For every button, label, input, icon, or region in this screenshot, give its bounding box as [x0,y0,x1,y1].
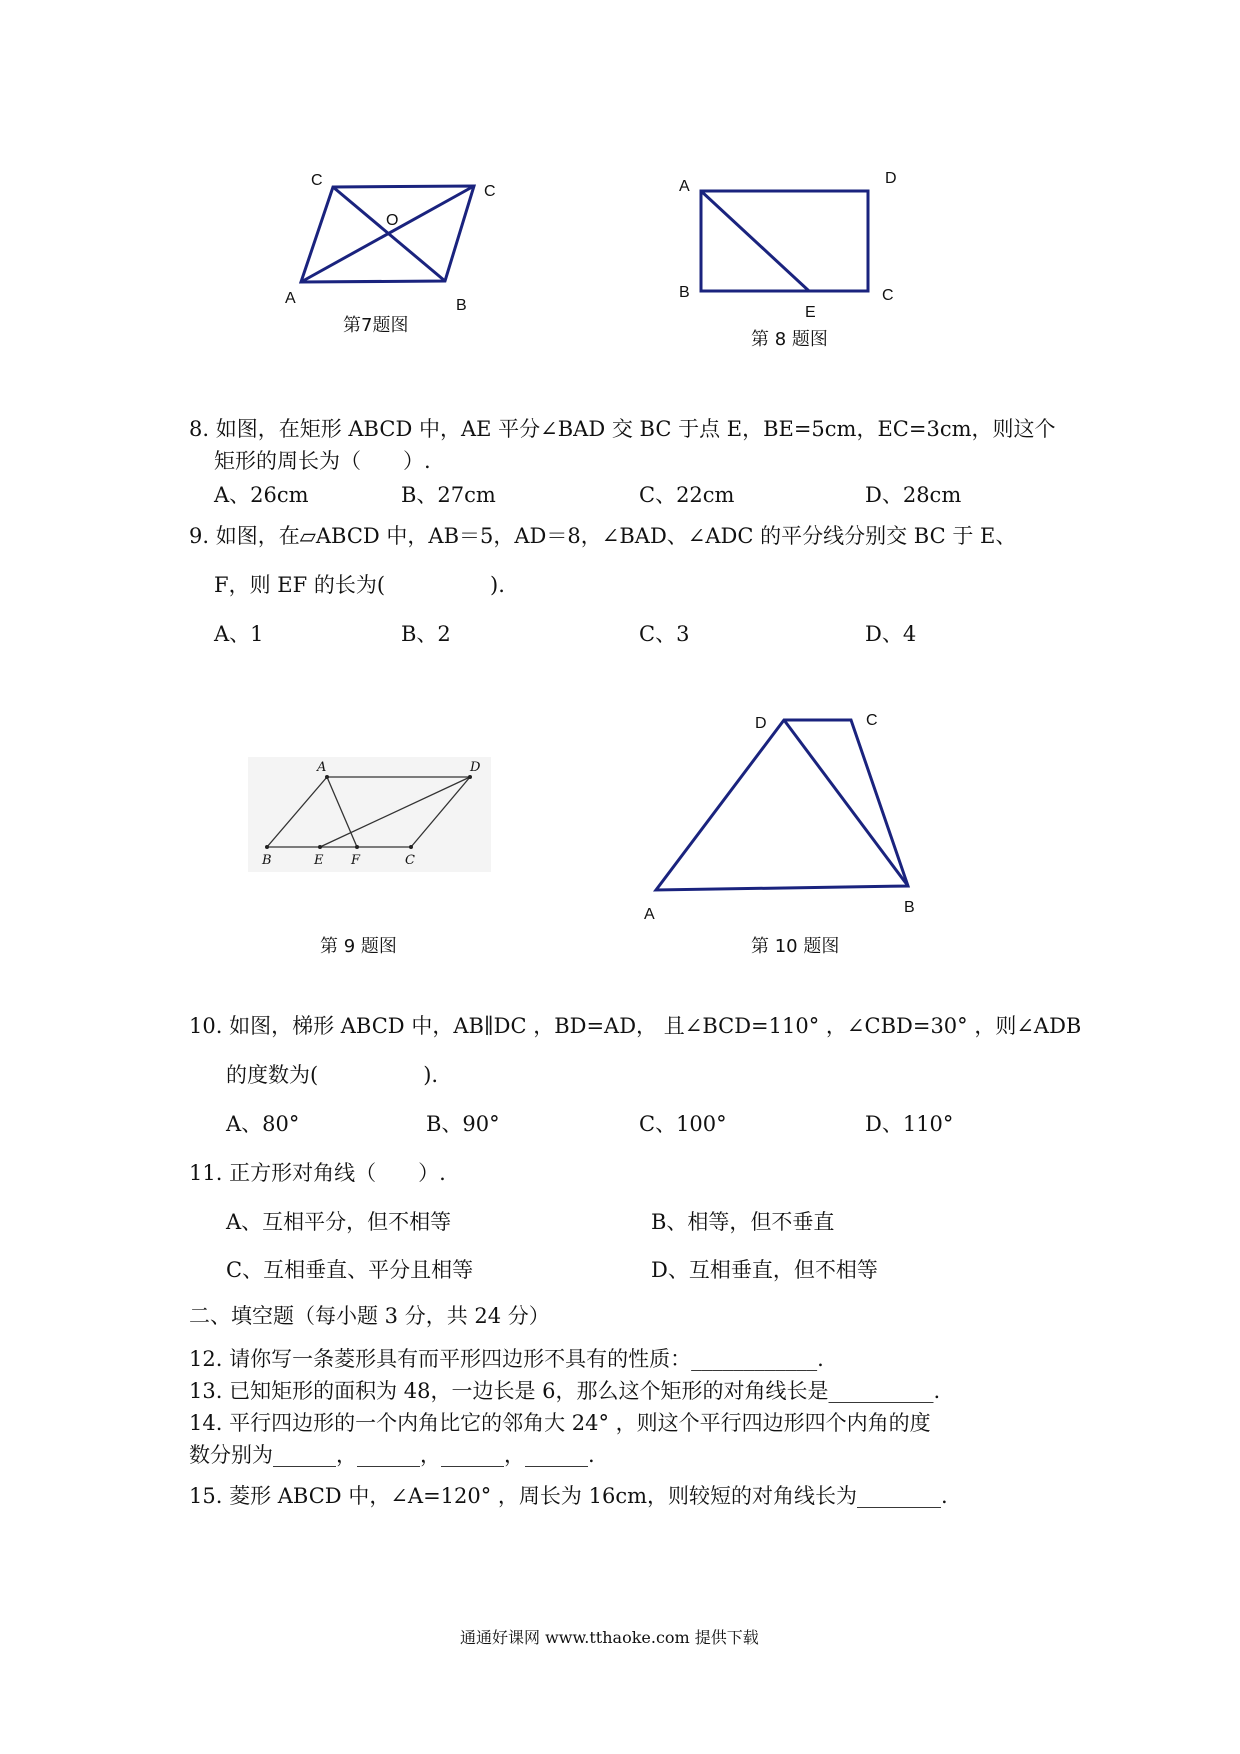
fig9-caption: 第 9 题图 [320,936,397,957]
q9-option-d: D、4 [865,622,917,646]
fig8-label-c: C [882,287,894,304]
fig10-caption: 第 10 题图 [751,936,840,957]
fig7-label-c2: C [484,183,496,200]
question-15: 15. 菱形 ABCD 中，∠A=120° ，周长为 16cm，则较短的对角线长为________. [189,1484,948,1508]
q10-option-c: C、100° [639,1112,727,1136]
q9-stem-line1: 9. 如图，在▱ABCD 中，AB＝5，AD＝8，∠BAD、∠ADC 的平分线分别交 BC 于 E、 [189,524,1017,548]
q10-stem-line1: 10. 如图，梯形 ABCD 中，AB∥DC ，BD=AD， 且∠BCD=110° ，∠CBD=30° ，则∠ADB [189,1014,1082,1038]
q11-option-a: A、互相平分，但不相等 [226,1210,452,1234]
q9-option-a: A、1 [214,622,264,646]
fig8-caption: 第 8 题图 [751,329,828,350]
q14-line1: 14. 平行四边形的一个内角比它的邻角大 24° ，则这个平行四边形四个内角的度 [189,1411,931,1435]
q11-option-b: B、相等，但不垂直 [651,1210,835,1234]
q10-option-b: B、90° [426,1112,500,1136]
question-13: 13. 已知矩形的面积为 48，一边长是 6，那么这个矩形的对角线长是__________. [189,1379,941,1403]
q8-option-b: B、27cm [401,483,496,507]
fig9-label-f: F [351,853,361,868]
question-12: 12. 请你写一条菱形具有而平形四边形不具有的性质：____________. [189,1347,824,1371]
q8-option-a: A、26cm [214,483,309,507]
q11-option-c: C、互相垂直、平分且相等 [226,1258,474,1282]
fig8-label-e: E [805,304,816,321]
fig10-label-c: C [866,712,878,729]
q9-option-c: C、3 [639,622,690,646]
fig9-label-b: B [262,853,272,868]
fig10-label-d: D [755,715,767,732]
q11-option-d: D、互相垂直，但不相等 [651,1258,878,1282]
q9-stem-line2: F，则 EF 的长为( ). [214,573,505,597]
fig7-label-a: A [285,290,296,307]
fig10-label-a: A [644,906,655,923]
fig7-label-o: O [386,212,399,229]
fig9-label-c: C [405,853,415,868]
fig8-label-b: B [679,284,690,301]
fig9-label-a: A [317,760,327,775]
fig8-label-a: A [679,178,690,195]
q8-stem-line1: 8. 如图，在矩形 ABCD 中，AE 平分∠BAD 交 BC 于点 E，BE=5cm，EC=3cm，则这个 [189,417,1056,441]
q8-option-c: C、22cm [639,483,735,507]
fig9-label-e: E [314,853,324,868]
fig10-label-b: B [904,899,915,916]
q11-stem: 11. 正方形对角线（ ）. [189,1161,446,1185]
page-footer: 通通好课网 www.tthaoke.com 提供下载 [460,1628,759,1647]
q10-stem-line2: 的度数为( ). [226,1063,439,1087]
q8-option-d: D、28cm [865,483,962,507]
fig7-label-c1: C [311,172,323,189]
section-2-heading: 二、填空题（每小题 3 分，共 24 分） [189,1304,550,1328]
fig9-label-d: D [470,760,481,775]
q10-option-a: A、80° [226,1112,300,1136]
fig7-caption: 第7题图 [343,315,409,336]
q14-line2: 数分别为______，______，______，______. [189,1443,595,1467]
q8-stem-line2: 矩形的周长为（ ）. [214,449,431,473]
q10-option-d: D、110° [865,1112,954,1136]
q9-option-b: B、2 [401,622,451,646]
fig7-label-b: B [456,297,467,314]
fig8-label-d: D [885,170,897,187]
